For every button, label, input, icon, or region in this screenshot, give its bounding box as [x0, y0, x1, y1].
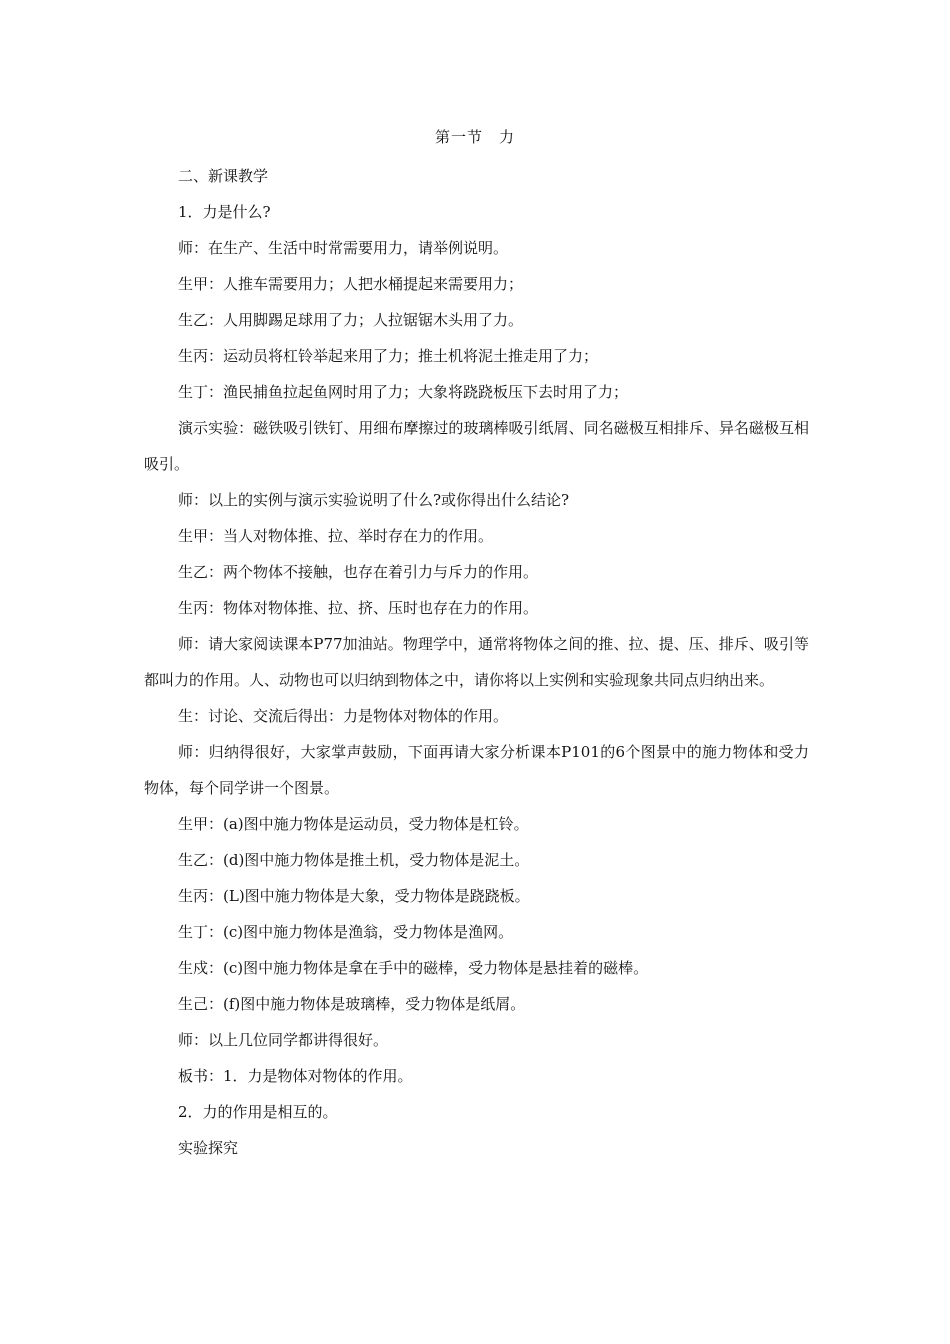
paragraph: 生甲：人推车需要用力；人把水桶提起来需要用力； [178, 275, 524, 293]
paragraph: 生甲：(a)图中施力物体是运动员，受力物体是杠铃。 [178, 815, 529, 833]
paragraph: 生乙：人用脚踢足球用了力；人拉锯锯木头用了力。 [178, 311, 524, 329]
paragraph: 生己：(f)图中施力物体是玻璃棒，受力物体是纸屑。 [178, 995, 526, 1013]
paragraph: 生：讨论、交流后得出：力是物体对物体的作用。 [178, 707, 509, 725]
paragraph: 生丙：运动员将杠铃举起来用了力；推土机将泥土推走用了力； [178, 347, 599, 365]
question-heading: 1．力是什么? [178, 203, 271, 221]
paragraph: 师：归纳得很好，大家掌声鼓励，下面再请大家分析课本P101的6个图景中的施力物体和受力物体，每个同学讲一个图景。 [144, 743, 809, 797]
paragraph: 生甲：当人对物体推、拉、举时存在力的作用。 [178, 527, 494, 545]
document-body [144, 158, 809, 1166]
paragraph: 师：请大家阅读课本P77加油站。物理学中，通常将物体之间的推、拉、提、压、排斥、吸引等都叫力的作用。人、动物也可以归纳到物体之中，请你将以上实例和实验现象共同点归纳出来。 [144, 635, 809, 689]
paragraph: 生乙：(d)图中施力物体是推土机，受力物体是泥土。 [178, 851, 530, 869]
paragraph: 生乙：两个物体不接触，也存在着引力与斥力的作用。 [178, 563, 539, 581]
paragraph: 生丙：物体对物体推、拉、挤、压时也存在力的作用。 [178, 599, 539, 617]
paragraph: 演示实验：磁铁吸引铁钉、用细布摩擦过的玻璃棒吸引纸屑、同名磁极互相排斥、异名磁极互相吸引。 [144, 419, 809, 473]
paragraph: 生丙：(L)图中施力物体是大象，受力物体是跷跷板。 [178, 887, 530, 905]
paragraph: 生丁：渔民捕鱼拉起鱼网时用了力；大象将跷跷板压下去时用了力； [178, 383, 629, 401]
paragraph: 生丁：(c)图中施力物体是渔翁，受力物体是渔网。 [178, 923, 514, 941]
section-heading: 实验探究 [178, 1139, 239, 1157]
paragraph: 师：以上的实例与演示实验说明了什么?或你得出什么结论? [178, 491, 570, 509]
paragraph: 师：在生产、生活中时常需要用力，请举例说明。 [178, 239, 509, 257]
paragraph: 师：以上几位同学都讲得很好。 [178, 1031, 389, 1049]
document-title: 第一节 力 [434, 128, 515, 146]
paragraph: 生戍：(c)图中施力物体是拿在手中的磁棒，受力物体是悬挂着的磁棒。 [178, 959, 649, 977]
section-heading: 二、新课教学 [178, 167, 269, 185]
board-note: 2．力的作用是相互的。 [178, 1103, 338, 1121]
board-note: 板书：1．力是物体对物体的作用。 [178, 1067, 413, 1085]
